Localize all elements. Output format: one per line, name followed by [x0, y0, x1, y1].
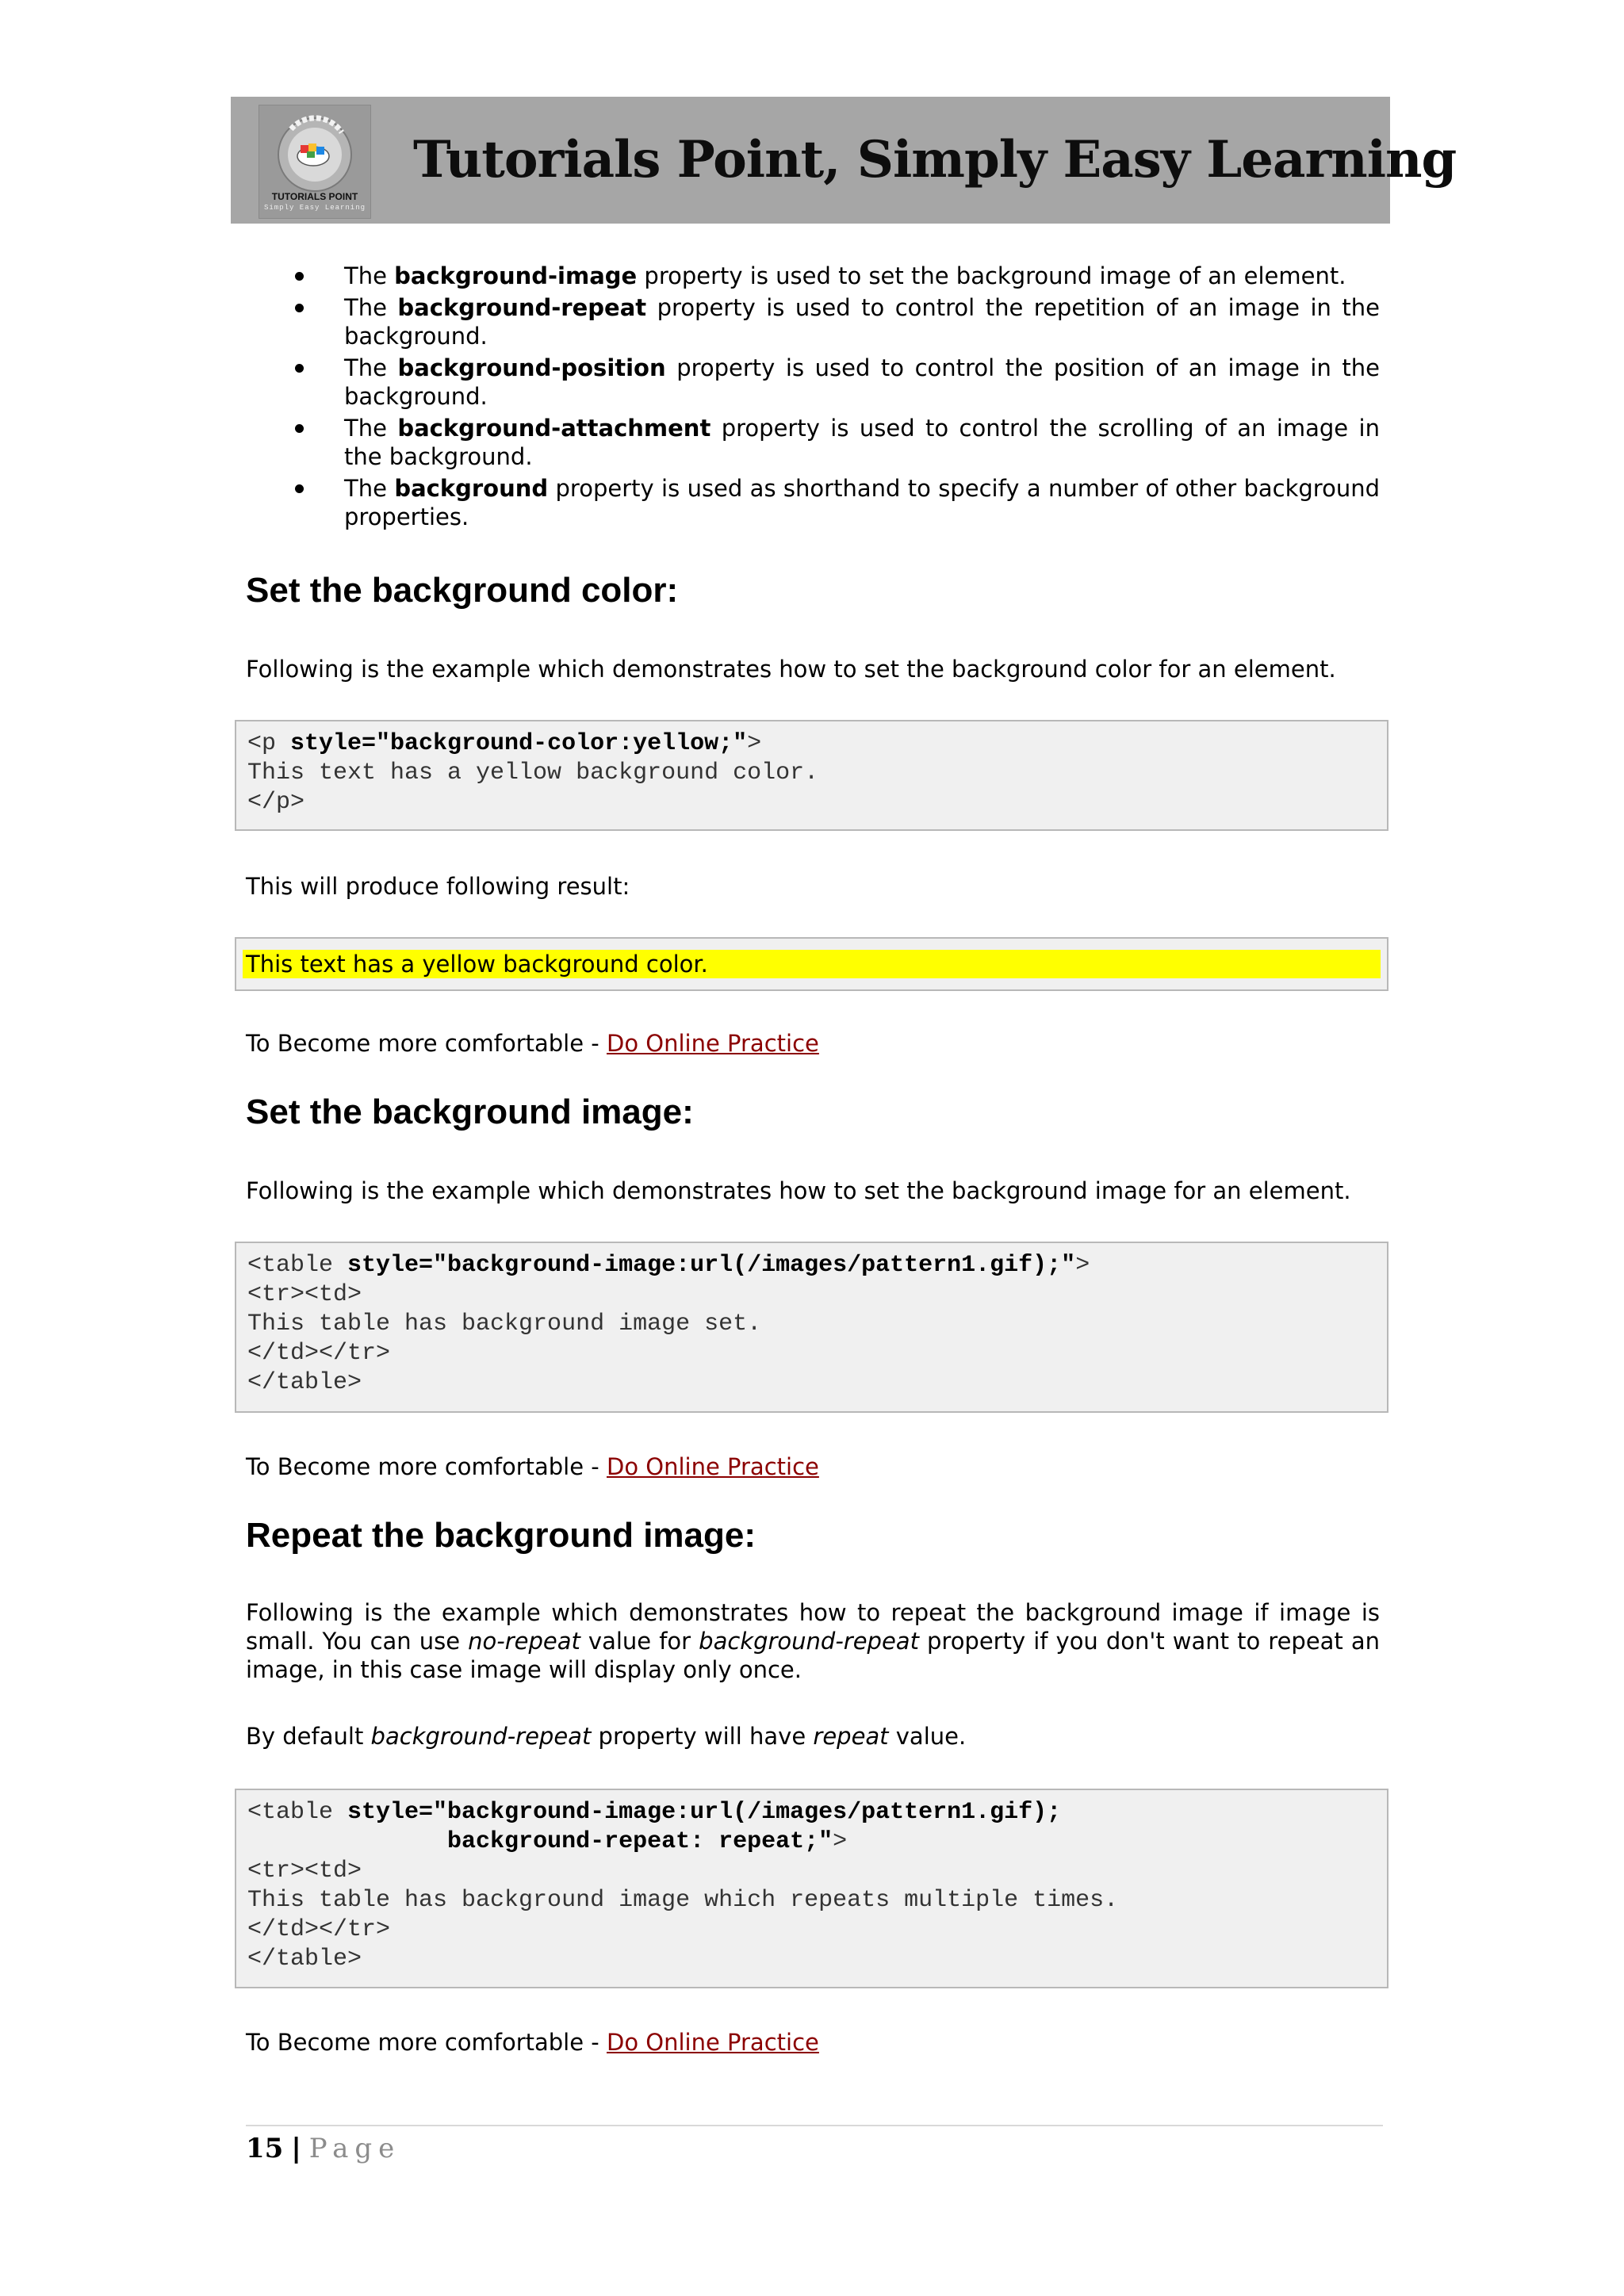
practice-line: To Become more comfortable - Do Online Practice	[246, 2029, 819, 2056]
logo-name: TUTORIALS POINT	[271, 191, 358, 202]
bullet-icon	[295, 272, 304, 281]
list-item: The background-position property is used to control the position of an image in the background.	[246, 354, 1380, 411]
list-item: The background-repeat property is used to control the repetition of an image in the background.	[246, 293, 1380, 350]
section-heading-repeat-background: Repeat the background image:	[246, 1516, 756, 1555]
yellow-result-text: This text has a yellow background color.	[243, 950, 1381, 978]
section1-intro: Following is the example which demonstrates how to set the background color for an element.	[246, 656, 1336, 683]
code-block: <p style="background-color:yellow;"> This text has a yellow background color. </p>	[247, 730, 819, 816]
do-online-practice-link[interactable]: Do Online Practice	[606, 1453, 819, 1480]
do-online-practice-link[interactable]: Do Online Practice	[606, 1030, 819, 1057]
section3-intro: Following is the example which demonstrates how to repeat the background image if image is small. You can use no-repeat value for background-repeat property if you don't want to repeat an image, in this case image will display only once.	[246, 1599, 1381, 1683]
do-online-practice-link[interactable]: Do Online Practice	[606, 2029, 819, 2056]
property-bullet-list	[246, 262, 1380, 534]
bullet-icon	[295, 304, 304, 312]
code-example-repeat-background	[235, 1789, 1388, 1988]
code-block: <table style="background-image:url(/images/pattern1.gif); background-repeat: repeat;"> <tr><td> This table has background image which repeats multiple times. </td></tr> </table>	[247, 1799, 1119, 1973]
footer-separator: |	[291, 2133, 301, 2164]
code-example-background-image	[235, 1242, 1388, 1413]
practice-line: To Become more comfortable - Do Online Practice	[246, 1030, 819, 1057]
bullet-icon	[295, 484, 304, 493]
page-label: Page	[308, 2133, 401, 2164]
bullet-icon	[295, 364, 304, 373]
section3-default-note: By default background-repeat property will have repeat value.	[246, 1723, 967, 1750]
bullet-icon	[295, 424, 304, 433]
section-heading-background-color: Set the background color:	[246, 571, 679, 610]
logo-tagline: Simply Easy Learning	[263, 204, 366, 212]
footer-divider	[246, 2125, 1383, 2126]
result-box	[235, 937, 1388, 991]
tutorials-point-logo	[259, 105, 371, 219]
section-heading-background-image: Set the background image:	[246, 1093, 694, 1131]
code-block: <table style="background-image:url(/images/pattern1.gif);"> <tr><td> This table has background image set. </td></tr> </table>	[247, 1252, 1090, 1396]
section2-intro: Following is the example which demonstrates how to set the background image for an element.	[246, 1177, 1351, 1204]
practice-line: To Become more comfortable - Do Online Practice	[246, 1453, 819, 1480]
page-footer	[246, 2133, 400, 2164]
list-item: The background property is used as shorthand to specify a number of other background properties.	[246, 474, 1380, 531]
list-item: The background-attachment property is used to control the scrolling of an image in the background.	[246, 414, 1380, 471]
page-number: 15	[246, 2133, 284, 2164]
code-example-background-color	[235, 720, 1388, 831]
result-label: This will produce following result:	[246, 873, 630, 900]
page-header	[231, 97, 1457, 224]
header-title: Tutorials Point, Simply Easy Learning	[413, 130, 1457, 189]
list-item: The background-image property is used to set the background image of an element.	[246, 262, 1380, 290]
